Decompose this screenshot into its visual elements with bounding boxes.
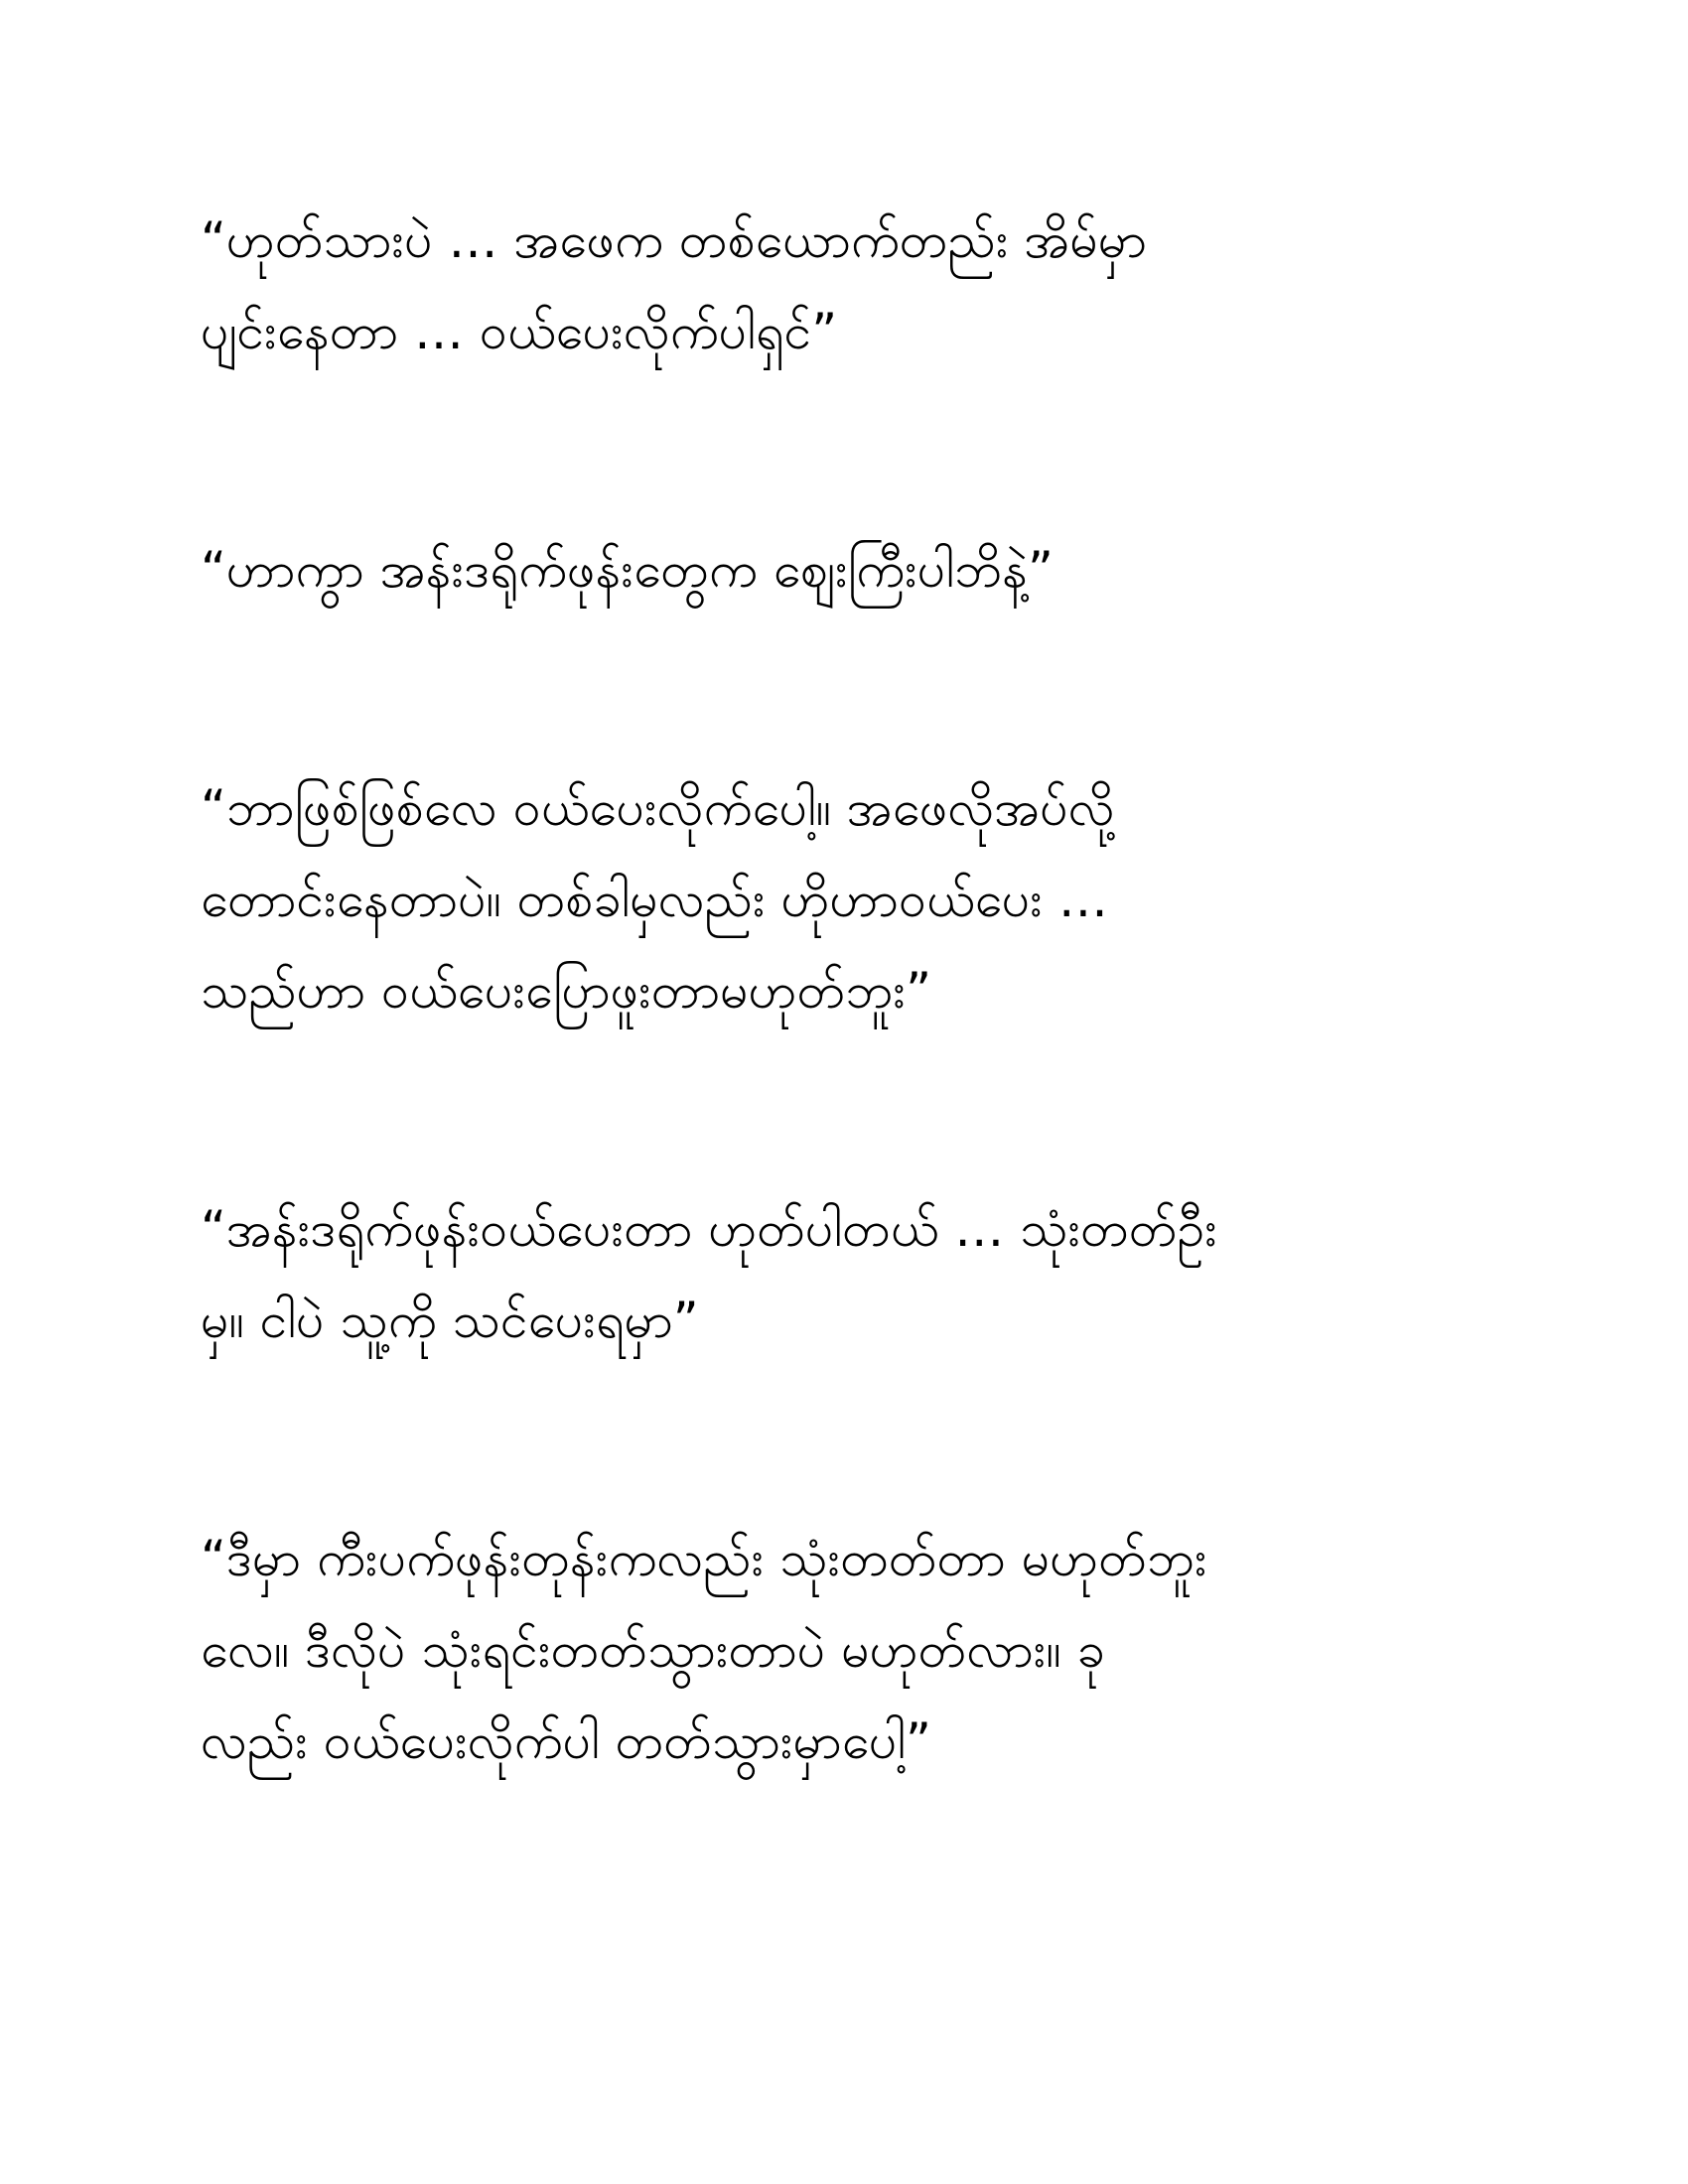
text-line: ပျင်းနေတာ … ဝယ်ပေးလိုက်ပါရှင်” xyxy=(201,303,838,360)
text-line: မှ။ ငါပဲ သူ့ကို သင်ပေးရမှာ” xyxy=(201,1292,699,1349)
text-line: “ဟာကွာ အန်းဒရိုက်ဖုန်းတွေက ဈေးကြီးပါဘိနဲ့” xyxy=(201,541,1054,599)
dialogue-paragraph-1 xyxy=(201,195,1521,377)
text-line: လေ။ ဒီလိုပဲ သုံးရင်းတတ်သွားတာပဲ မဟုတ်လား။ ခု xyxy=(201,1621,1105,1679)
dialogue-paragraph-4 xyxy=(201,1183,1521,1366)
dialogue-paragraph-5 xyxy=(201,1513,1521,1787)
text-line: “ဘာဖြစ်ဖြစ်လေ ဝယ်ပေးလိုက်ပေါ့။ အဖေလိုအပ်လို့ xyxy=(201,779,1115,837)
text-line: “ဒီမှာ ကီးပက်ဖုန်းတုန်းကလည်း သုံးတတ်တာ မဟုတ်ဘူး xyxy=(201,1530,1207,1587)
document-page xyxy=(201,195,1521,1787)
text-line: “ဟုတ်သားပဲ … အဖေက တစ်ယောက်တည်း အိမ်မှာ xyxy=(201,211,1148,269)
dialogue-paragraph-3 xyxy=(201,762,1521,1036)
text-line: “အန်းဒရိုက်ဖုန်းဝယ်ပေးတာ ဟုတ်ပါတယ် … သုံးတတ်ဦး xyxy=(201,1200,1217,1258)
dialogue-paragraph-2 xyxy=(201,524,1521,615)
text-line: တောင်းနေတာပဲ။ တစ်ခါမှလည်း ဟိုဟာဝယ်ပေး … xyxy=(201,871,1108,928)
text-line: သည်ဟာ ဝယ်ပေးပြောဖူးတာမဟုတ်ဘူး” xyxy=(201,962,932,1020)
text-line: လည်း ဝယ်ပေးလိုက်ပါ တတ်သွားမှာပေါ့” xyxy=(201,1712,931,1770)
